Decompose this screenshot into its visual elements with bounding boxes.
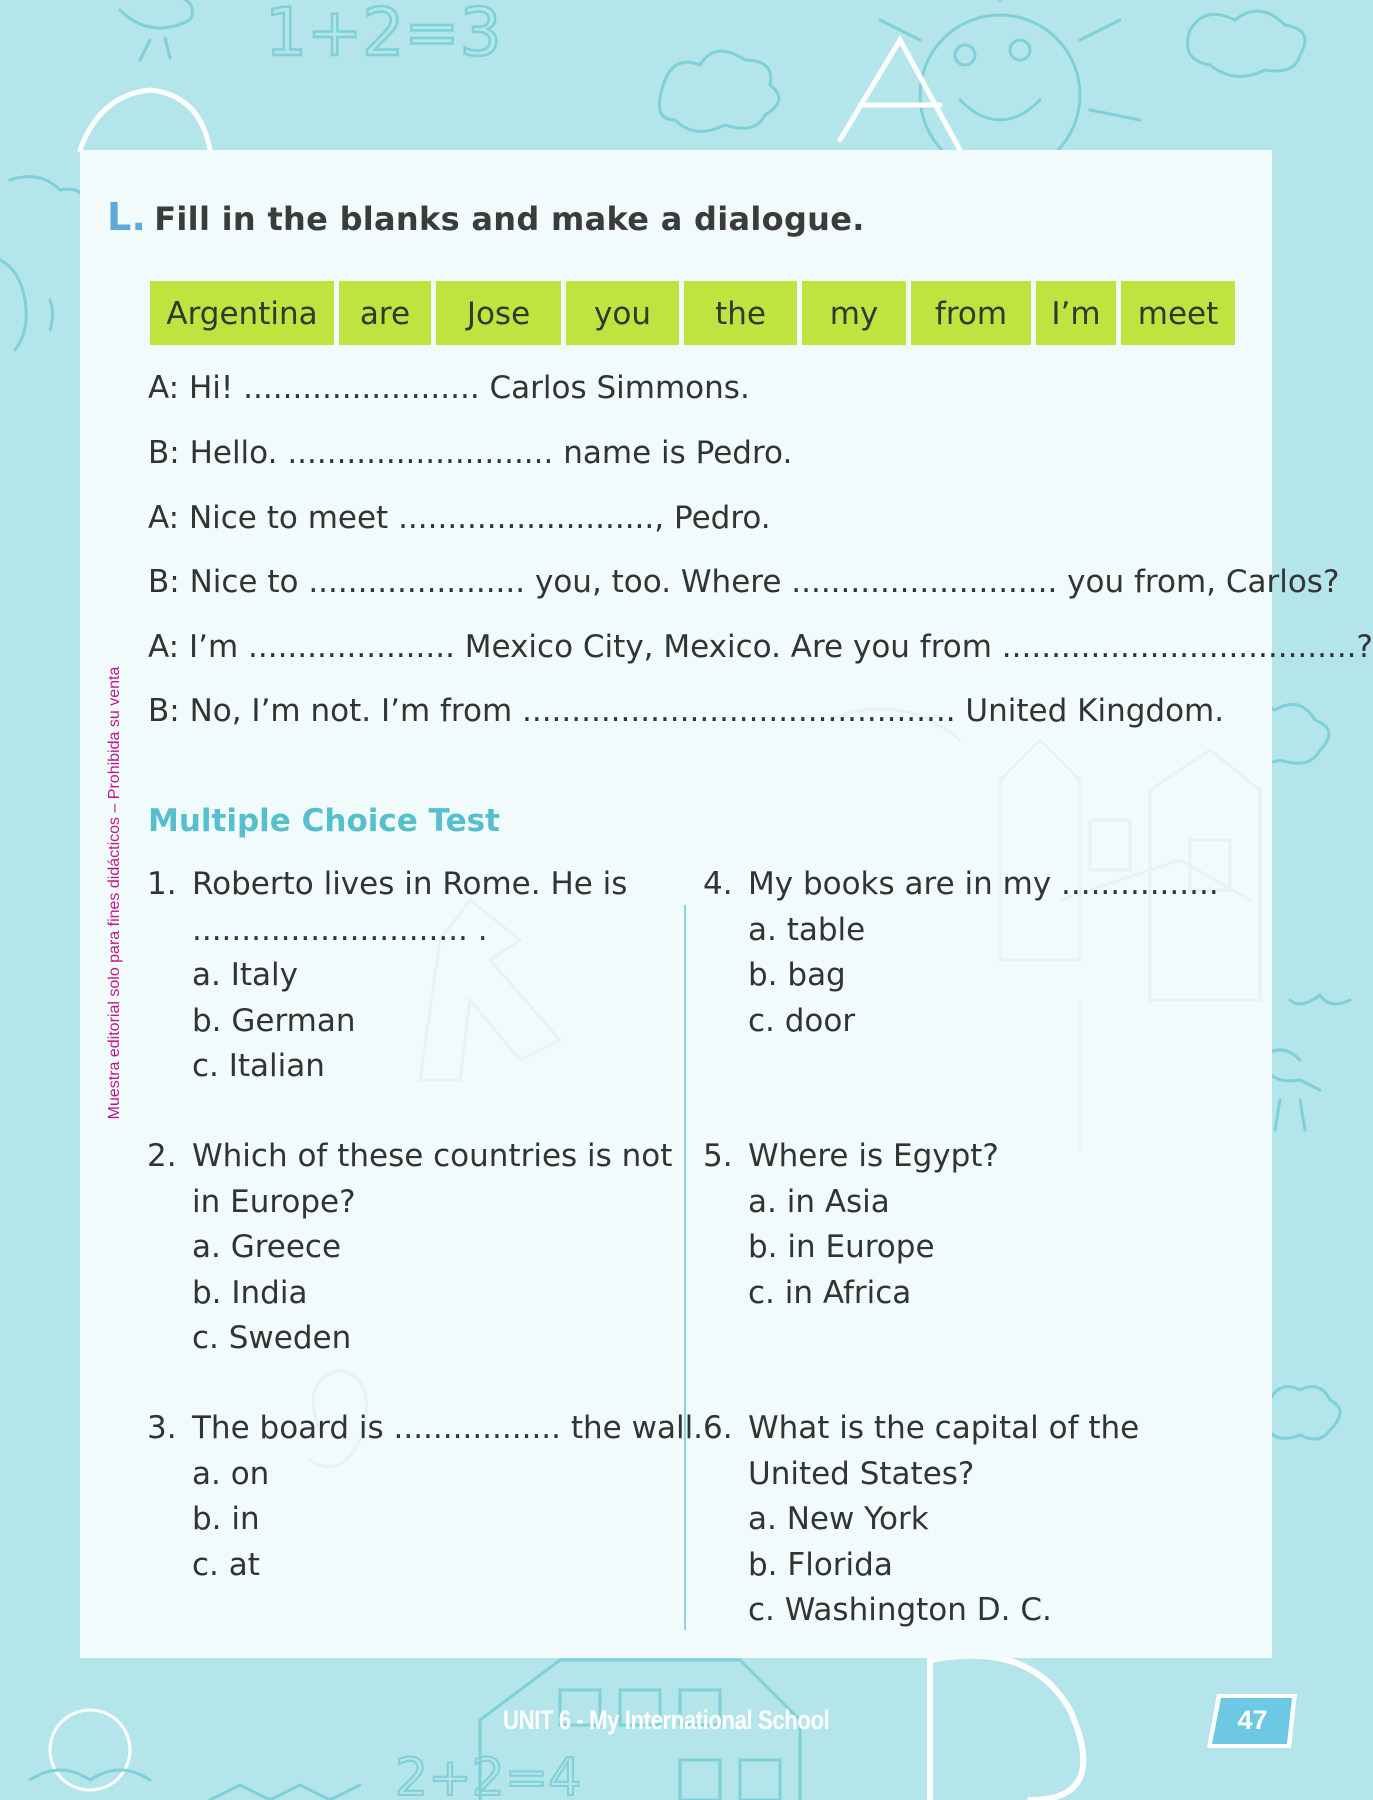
dialogue-text: Mexico City, Mexico. Are you from xyxy=(454,629,1002,665)
word-bank-item: my xyxy=(802,281,906,345)
blank[interactable]: ........................... xyxy=(287,435,554,471)
dialogue-line xyxy=(148,693,1224,729)
option[interactable]: c. in Africa xyxy=(748,1274,912,1311)
question-text: My books are in my ................ xyxy=(748,866,1219,902)
word-bank-item: Argentina xyxy=(150,281,334,345)
dialogue-text: A: Nice to meet xyxy=(148,500,399,536)
question-text: The board is ................. the wall. xyxy=(192,1410,704,1446)
word-bank-item: I’m xyxy=(1036,281,1116,345)
question-text: ............................ . xyxy=(192,911,488,948)
word-bank-item: Jose xyxy=(436,281,561,345)
blank[interactable]: .........................., xyxy=(398,500,665,536)
option[interactable]: a. table xyxy=(748,911,866,948)
option[interactable]: c. Washington D. C. xyxy=(748,1592,1052,1628)
option[interactable]: a. Italy xyxy=(192,957,298,993)
dialogue-text: Carlos Simmons. xyxy=(479,370,750,406)
option[interactable]: b. bag xyxy=(748,957,846,993)
dialogue-line xyxy=(148,500,771,536)
question-number: 4. xyxy=(703,866,733,902)
top-equation: 1+2=3 xyxy=(265,0,502,71)
option[interactable]: a. on xyxy=(192,1455,270,1492)
word-bank-item: are xyxy=(339,281,431,345)
page-number-badge xyxy=(1205,1690,1300,1752)
question-number: 3. xyxy=(147,1410,177,1446)
dialogue-text: Pedro. xyxy=(664,500,771,536)
blank[interactable]: ..................... xyxy=(248,629,455,665)
exercise-instruction: Fill in the blanks and make a dialogue. xyxy=(154,200,865,238)
question-number: 6. xyxy=(703,1410,733,1446)
word-bank xyxy=(150,281,1235,345)
blank[interactable]: ...................... xyxy=(308,564,526,600)
dialogue-text: you, too. Where xyxy=(525,564,792,600)
bottom-equation: 2+2=4 xyxy=(395,1748,582,1800)
dialogue-text: ? xyxy=(1356,629,1373,665)
option[interactable]: a. in Asia xyxy=(748,1183,890,1220)
question-number: 1. xyxy=(147,866,177,902)
dialogue-line xyxy=(148,370,750,406)
dialogue-text: B: No, I’m not. I’m from xyxy=(148,693,522,729)
dialogue-text: A: I’m xyxy=(148,629,249,665)
dialogue-text: B: Nice to xyxy=(148,564,309,600)
word-bank-item: from xyxy=(911,281,1031,345)
option[interactable]: b. India xyxy=(192,1274,308,1311)
dialogue-line xyxy=(148,435,792,471)
dialogue-text: you from, Carlos? xyxy=(1057,564,1340,600)
question-number: 2. xyxy=(147,1138,177,1174)
blank[interactable]: .................................... xyxy=(1001,629,1357,665)
question-text: Which of these countries is not xyxy=(192,1138,673,1174)
word-bank-item: meet xyxy=(1121,281,1235,345)
option[interactable]: c. Sweden xyxy=(192,1320,352,1356)
question-text: What is the capital of the xyxy=(748,1410,1140,1446)
question-number: 5. xyxy=(703,1138,733,1174)
option[interactable]: b. Florida xyxy=(748,1546,893,1583)
page-number: 47 xyxy=(1237,1705,1268,1735)
option[interactable]: b. in Europe xyxy=(748,1229,935,1265)
question-text: United States? xyxy=(748,1455,975,1492)
dialogue-text: name is Pedro. xyxy=(553,435,793,471)
question-text: Roberto lives in Rome. He is xyxy=(192,866,628,902)
option[interactable]: c. at xyxy=(192,1546,260,1583)
unit-footer: UNIT 6 - My International School xyxy=(503,1705,830,1735)
dialogue-text: A: Hi! xyxy=(148,370,244,406)
question-text: in Europe? xyxy=(192,1183,356,1220)
option[interactable]: b. in xyxy=(192,1501,260,1537)
exercise-title xyxy=(107,195,865,239)
option[interactable]: b. German xyxy=(192,1002,356,1039)
dialogue-text: B: Hello. xyxy=(148,435,288,471)
word-bank-item: you xyxy=(566,281,679,345)
blank[interactable]: ........................... xyxy=(791,564,1058,600)
dialogue-text: United Kingdom. xyxy=(955,693,1225,729)
dialogue-line xyxy=(148,629,1373,665)
blank[interactable]: ............................................ xyxy=(522,693,956,729)
side-note-text: Muestra editorial solo para fines didácticos – Prohibida su venta xyxy=(106,666,123,1120)
dialogue-line xyxy=(148,564,1339,600)
section-heading: Multiple Choice Test xyxy=(148,803,500,839)
exercise-letter: L. xyxy=(107,195,147,239)
option[interactable]: c. Italian xyxy=(192,1048,325,1084)
word-bank-item: the xyxy=(684,281,797,345)
question-text: Where is Egypt? xyxy=(748,1138,999,1174)
option[interactable]: a. New York xyxy=(748,1501,929,1537)
option[interactable]: a. Greece xyxy=(192,1229,342,1265)
option[interactable]: c. door xyxy=(748,1002,856,1039)
blank[interactable]: ........................ xyxy=(243,370,480,406)
